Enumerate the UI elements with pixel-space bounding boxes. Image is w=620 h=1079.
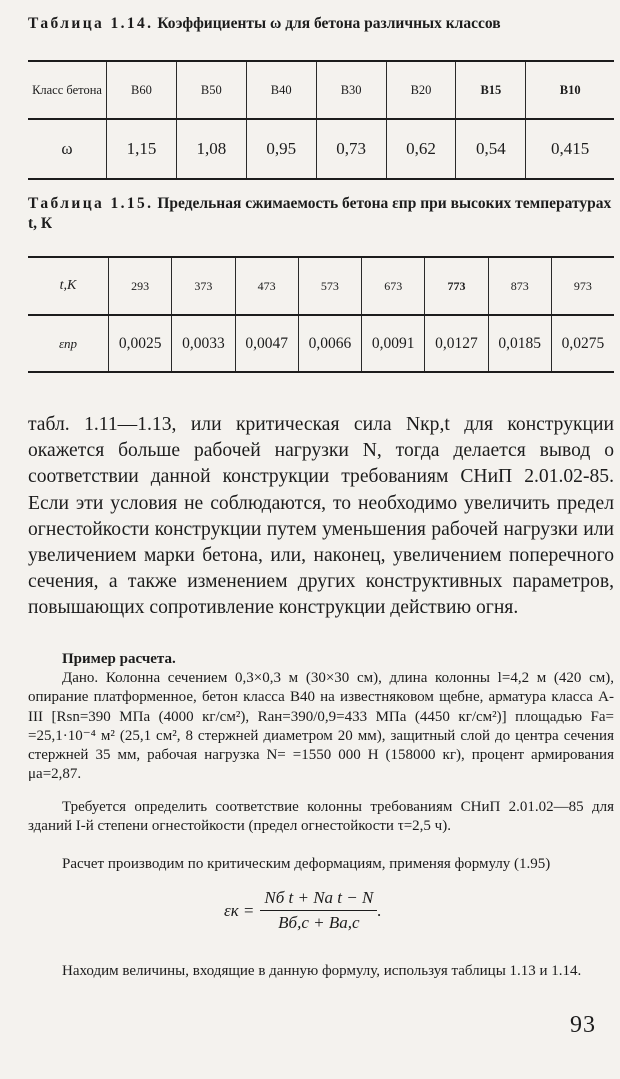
table-1-14-cell: 1,08 <box>176 119 246 179</box>
table-1-15-col: 973 <box>551 257 614 315</box>
table-1-14-col: В30 <box>316 61 386 119</box>
table-1-15-col: 873 <box>488 257 551 315</box>
page-number: 93 <box>570 1012 596 1038</box>
table-1-14-col: В10 <box>526 61 614 119</box>
table-1-15-caption <box>28 194 612 234</box>
main-paragraph <box>28 412 614 622</box>
table-1-15-row-label: εпр <box>28 315 109 372</box>
table-1-15-cell: 0,0275 <box>551 315 614 372</box>
table-1-15-cell: 0,0025 <box>109 315 172 372</box>
table-1-15-col: 373 <box>172 257 235 315</box>
example-heading: Пример расчета. <box>62 651 176 667</box>
table-1-14-col: В60 <box>107 61 177 119</box>
formula-numerator: Nб t + Nа t − N <box>260 888 377 911</box>
table-1-14-header-row <box>28 61 614 119</box>
table-1-15-cell: 0,0033 <box>172 315 235 372</box>
formula-tail: . <box>377 900 382 920</box>
main-paragraph-text: табл. 1.11—1.13, или критическая сила Nкр,t для конструкции окажется больше рабочей нагрузки N, тогда делается вывод о соответствии данной конструкции требованиям СНиП 2.01.02-85. Если эти условия не соблюдаются, то необходимо увеличить предел огнестойкости конструкции путем уменьшения рабочей нагрузки или увеличением марки бетона, или, наконец, увеличением поперечного сечения, а также изменением других конструктивных параметров, повышающих сопротивление конструкции действию огня. <box>28 414 614 619</box>
table-1-14-col: В40 <box>246 61 316 119</box>
formula-denominator: Bб,с + Bа,с <box>278 913 360 932</box>
table-1-14-value-row <box>28 119 614 179</box>
table-1-15-cell: 0,0127 <box>425 315 488 372</box>
table-1-15-cell: 0,0066 <box>298 315 361 372</box>
table-1-15-label: Таблица 1.15. <box>28 195 154 212</box>
formula-1-95 <box>0 888 620 958</box>
formula <box>224 888 382 933</box>
example-given: Дано. Колонна сечением 0,3×0,3 м (30×30 см), длина колонны l=4,2 м (420 см), опирание платформенное, бетон класса В40 на известняковом щебне, арматура класса А-III [Rsn=390 МПа (4000 кг/см²), Rан=390/0,9=433 МПа (4450 кг/см²)] площадью Fa= =25,1·10⁻⁴ м² (25,1 см², 8 стержней диаметром 20 мм), защитный слой до центра сечения стержней 35 мм, рабочая нагрузка N= =1550 000 Н (158000 кг), процент армирования μа=2,87. <box>28 670 614 783</box>
table-1-14-title: Коэффициенты ω для бетона различных классов <box>157 15 501 32</box>
table-1-14-col: В15 <box>456 61 526 119</box>
example-block <box>28 650 614 784</box>
table-1-15-col: 293 <box>109 257 172 315</box>
table-1-15-header-row <box>28 257 614 315</box>
table-1-14-caption <box>28 14 612 34</box>
table-1-15-col: 773 <box>425 257 488 315</box>
table-1-14-col: В50 <box>176 61 246 119</box>
example-task-block <box>28 798 614 836</box>
table-1-15-cell: 0,0091 <box>362 315 425 372</box>
table-1-15-title: Предельная сжимаемость бетона εпр при высоких температурах t, К <box>28 195 612 232</box>
table-1-14-cell: 0,54 <box>456 119 526 179</box>
table-1-15-col: 573 <box>298 257 361 315</box>
table-1-15 <box>28 256 614 373</box>
formula-fraction <box>260 888 377 933</box>
formula-lhs: εк = <box>224 900 255 920</box>
table-1-14-cell: 0,73 <box>316 119 386 179</box>
table-1-15-stub-header: t,К <box>28 257 109 315</box>
table-1-14-label: Таблица 1.14. <box>28 15 154 32</box>
table-1-14-cell: 0,415 <box>526 119 614 179</box>
table-1-14-cell: 0,62 <box>386 119 456 179</box>
example-method-block <box>28 855 614 874</box>
table-1-15-cell: 0,0047 <box>235 315 298 372</box>
example-method: Расчет производим по критическим деформациям, применяя формулу (1.95) <box>62 856 551 872</box>
table-1-15-value-row <box>28 315 614 372</box>
table-1-14-row-label: ω <box>28 119 107 179</box>
table-1-15-col: 473 <box>235 257 298 315</box>
table-1-15-cell: 0,0185 <box>488 315 551 372</box>
closing-text: Находим величины, входящие в данную формулу, используя таблицы 1.13 и 1.14. <box>62 963 582 979</box>
table-1-14-cell: 0,95 <box>246 119 316 179</box>
table-1-14 <box>28 60 614 180</box>
table-1-14-cell: 1,15 <box>107 119 177 179</box>
table-1-15-col: 673 <box>362 257 425 315</box>
closing-block <box>28 962 614 981</box>
example-task: Требуется определить соответствие колонны требованиям СНиП 2.01.02—85 для зданий I-й степени огнестойкости (предел огнестойкости τ=2,5 ч). <box>28 799 614 835</box>
table-1-14-stub-header: Класс бетона <box>28 61 107 119</box>
table-1-14-col: В20 <box>386 61 456 119</box>
